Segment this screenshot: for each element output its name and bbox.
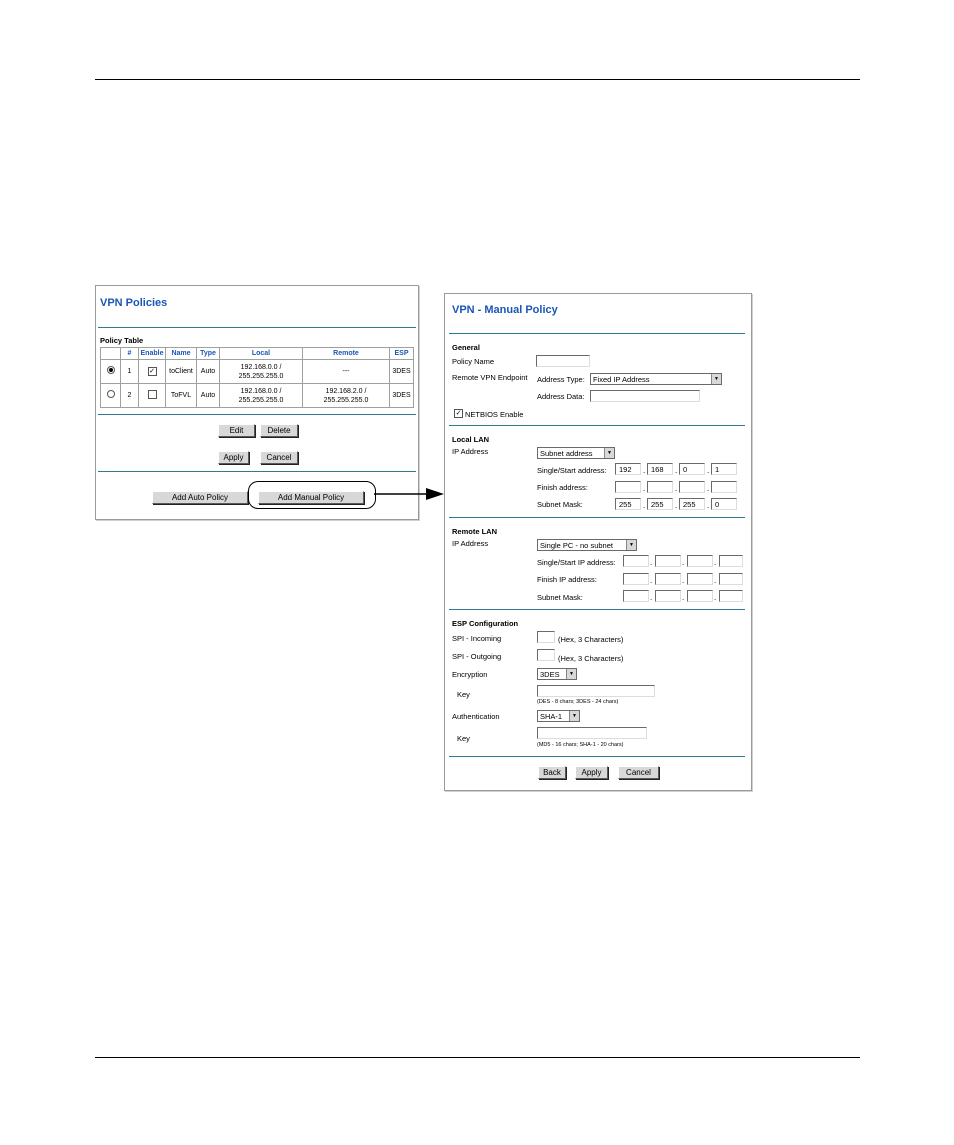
divider [449,425,745,426]
dot-separator: . [643,466,646,475]
row-select-radio[interactable] [101,360,121,384]
row-type: Auto [197,360,220,384]
local-start-octet-3[interactable]: 0 [679,463,705,475]
divider [98,414,416,415]
callout-arrow-icon [374,484,446,504]
key1-hint: (DES - 8 chars; 3DES - 24 chars) [537,699,619,705]
apply-button[interactable]: Apply [218,451,249,464]
local-ip-select[interactable] [537,447,615,459]
local-finish-octet-1[interactable] [615,481,641,493]
spi-incoming-input[interactable] [537,631,555,643]
remote-ip-select[interactable] [537,539,637,551]
row-number: 2 [121,384,139,408]
dot-separator: . [714,558,717,567]
local-start-octet-4[interactable]: 1 [711,463,737,475]
checkbox-checked-icon[interactable]: ✓ [149,368,155,375]
vpn-policies-title: VPN Policies [100,297,168,309]
dot-separator: . [714,576,717,585]
dot-separator: . [650,576,653,585]
row-local [220,360,303,384]
local-ip: 192.168.0.0 / [240,363,282,371]
page-bottom-rule [95,1057,860,1058]
authentication-key-input[interactable] [537,727,647,739]
row-esp: 3DES [390,384,414,408]
add-manual-policy-button[interactable]: Add Manual Policy [258,491,364,504]
local-mask-octet-3[interactable]: 255 [679,498,705,510]
address-data-input[interactable] [590,390,700,402]
remote-mask: 255.255.255.0 [323,396,369,404]
remote-mask-octet-1[interactable] [623,590,649,602]
remote-mask-label: Subnet Mask: [537,593,583,602]
row-remote [303,384,390,408]
col-enable: Enable [139,348,166,360]
chevron-down-icon: ▼ [604,448,614,458]
dot-separator: . [707,466,710,475]
col-remote: Remote [303,348,390,360]
local-mask-label: Subnet Mask: [537,500,583,509]
address-type-label: Address Type: [537,375,585,384]
chevron-down-icon: ▼ [711,374,721,384]
local-ip-label: IP Address [452,447,489,456]
address-type-value: Fixed IP Address [593,375,650,384]
row-type: Auto [197,384,220,408]
dot-separator: . [714,593,717,602]
key2-label: Key [457,734,470,743]
chevron-down-icon: ▼ [566,669,576,679]
policy-table [100,347,414,408]
key2-hint: (MD5 - 16 chars; SHA-1 - 20 chars) [537,742,624,748]
remote-finish-octet-3[interactable] [687,573,713,585]
row-local [220,384,303,408]
esp-heading: ESP Configuration [452,619,519,628]
local-start-octet-1[interactable]: 192 [615,463,641,475]
spi-outgoing-label: SPI - Outgoing [452,652,502,661]
authentication-value: SHA-1 [540,712,563,721]
local-mask-octet-4[interactable]: 0 [711,498,737,510]
encryption-select[interactable] [537,668,577,680]
dot-separator: . [682,558,685,567]
remote-finish-octet-1[interactable] [623,573,649,585]
dot-separator: . [675,466,678,475]
col-local: Local [220,348,303,360]
remote-mask-octet-3[interactable] [687,590,713,602]
authentication-select[interactable] [537,710,580,722]
remote-lan-heading: Remote LAN [452,527,498,536]
local-finish-octet-2[interactable] [647,481,673,493]
policy-name-input[interactable] [536,355,590,367]
row-select-radio[interactable] [101,384,121,408]
manual-policy-title: VPN - Manual Policy [452,304,558,316]
dot-separator: . [643,484,646,493]
row-remote [303,360,390,384]
row-name: ToFVL [166,384,197,408]
divider [98,327,416,328]
row-enable-checkbox[interactable] [139,384,166,408]
radio-unselected-icon[interactable] [107,390,115,398]
delete-button[interactable]: Delete [260,424,298,437]
local-start-octet-2[interactable]: 168 [647,463,673,475]
local-lan-heading: Local LAN [452,435,490,444]
dot-separator: . [682,576,685,585]
vpn-manual-policy-panel [444,293,752,791]
chevron-down-icon: ▼ [626,540,636,550]
dot-separator: . [675,501,678,510]
policy-name-label: Policy Name [452,357,495,366]
col-esp: ESP [390,348,414,360]
spi-outgoing-hint: (Hex, 3 Characters) [558,654,624,663]
remote-finish-label: Finish IP address: [537,575,597,584]
col-type: Type [197,348,220,360]
row-name: toClient [166,360,197,384]
remote-mask-octet-2[interactable] [655,590,681,602]
divider [98,471,416,472]
netbios-checkbox[interactable]: ✓ [455,410,462,417]
local-finish-octet-3[interactable] [679,481,705,493]
page-top-rule [95,79,860,80]
remote-finish-octet-2[interactable] [655,573,681,585]
local-mask: 255.255.255.0 [238,396,284,404]
divider [449,609,745,610]
remote-start-octet-4[interactable] [719,555,743,567]
remote-start-octet-2[interactable] [655,555,681,567]
local-start-label: Single/Start address: [537,466,607,475]
remote-finish-octet-4[interactable] [719,573,743,585]
remote-endpoint-label: Remote VPN Endpoint [452,373,528,382]
remote-ip: --- [342,368,350,375]
callout-highlight [248,481,376,509]
edit-button[interactable]: Edit [218,424,255,437]
local-mask-octet-1[interactable]: 255 [615,498,641,510]
spi-outgoing-input[interactable] [537,649,555,661]
checkbox-unchecked-icon[interactable] [148,390,157,399]
remote-mask-octet-4[interactable] [719,590,743,602]
apply-button[interactable]: Apply [575,766,608,779]
chevron-down-icon: ▼ [569,711,579,721]
authentication-label: Authentication [452,712,500,721]
remote-ip-select-value: Single PC - no subnet [540,541,613,550]
remote-ip: 192.168.2.0 / [325,387,367,395]
radio-selected-icon[interactable] [107,366,115,374]
dot-separator: . [643,501,646,510]
cancel-button[interactable]: Cancel [260,451,298,464]
remote-ip-label: IP Address [452,539,489,548]
key1-label: Key [457,690,470,699]
local-mask: 255.255.255.0 [238,372,284,380]
local-ip: 192.168.0.0 / [240,387,282,395]
divider [449,517,745,518]
encryption-value: 3DES [540,670,560,679]
remote-start-octet-3[interactable] [687,555,713,567]
policy-table-title: Policy Table [100,336,144,345]
dot-separator: . [682,593,685,602]
policy-table-header [101,348,414,360]
cancel-button[interactable]: Cancel [618,766,659,779]
dot-separator: . [650,558,653,567]
local-finish-octet-4[interactable] [711,481,737,493]
local-mask-octet-2[interactable]: 255 [647,498,673,510]
remote-start-octet-1[interactable] [623,555,649,567]
dot-separator: . [675,484,678,493]
dot-separator: . [707,501,710,510]
table-row [101,360,414,384]
dot-separator: . [650,593,653,602]
col-number: # [121,348,139,360]
address-data-label: Address Data: [537,392,585,401]
general-heading: General [452,343,480,352]
row-enable-checkbox[interactable] [139,360,166,384]
divider [449,333,745,334]
local-ip-select-value: Subnet address [540,449,593,458]
row-esp: 3DES [390,360,414,384]
table-row [101,384,414,408]
col-name: Name [166,348,197,360]
row-number: 1 [121,360,139,384]
add-auto-policy-button[interactable]: Add Auto Policy [152,491,248,504]
local-finish-label: Finish address: [537,483,588,492]
back-button[interactable]: Back [538,766,566,779]
encryption-key-input[interactable] [537,685,655,697]
address-type-select[interactable] [590,373,722,385]
divider [449,756,745,757]
encryption-label: Encryption [452,670,488,679]
spi-incoming-hint: (Hex, 3 Characters) [558,635,624,644]
netbios-label: NETBIOS Enable [465,410,524,419]
remote-start-label: Single/Start IP address: [537,558,616,567]
col-select [101,348,121,360]
spi-incoming-label: SPI - Incoming [452,634,502,643]
dot-separator: . [707,484,710,493]
